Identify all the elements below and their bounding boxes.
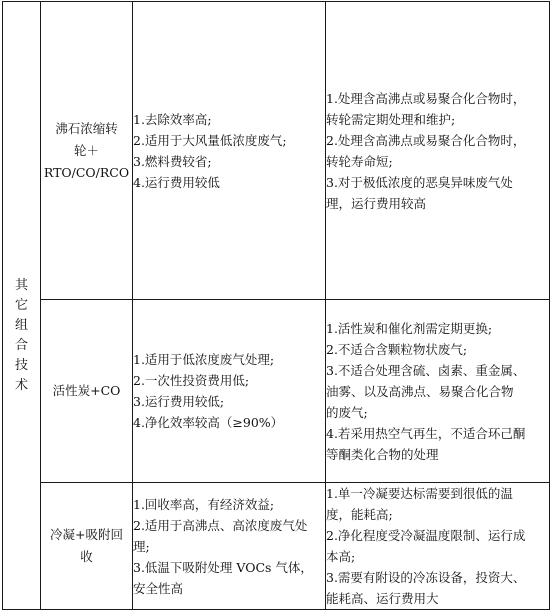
disadvantages-cell	[326, 300, 550, 483]
advantage-item: 2.一次性投资费用低;	[133, 373, 250, 388]
disadvantage-line: 2.处理含高沸点或易聚合化合物时，	[326, 132, 526, 148]
technology-name-line: 沸石浓缩转	[55, 120, 118, 136]
disadvantage-line: 的废气;	[326, 404, 368, 420]
disadvantage-line: 转轮需定期处理和维护;	[326, 111, 456, 127]
advantages-cell	[133, 2, 326, 300]
advantage-item: 1.回收率高，有经济效益;	[133, 496, 275, 512]
table-row	[3, 2, 550, 300]
technology-name-cell	[41, 300, 133, 483]
advantage-item: 理;	[133, 538, 150, 554]
category-label: 其它组合技术	[14, 277, 28, 393]
advantage-item: 4.运行费用较低	[133, 174, 220, 190]
disadvantage-line: 3.对于极低浓度的恶臭异味废气处	[326, 174, 513, 190]
advantage-item: 4.净化效率较高（≥90%）	[133, 415, 284, 430]
advantage-item: 3.运行费用较低;	[133, 394, 225, 409]
disadvantage-line: 油雾、以及高沸点、易聚合化合物	[326, 383, 514, 399]
disadvantage-line: 度，能耗高;	[326, 507, 393, 522]
disadvantages-cell	[326, 2, 550, 300]
technology-name-cell	[41, 483, 133, 610]
advantage-item: 1.适用于低浓度废气处理;	[133, 352, 275, 367]
disadvantage-line: 1.活性炭和催化剂需定期更换;	[326, 320, 493, 336]
disadvantage-line: 理，运行费用较高	[326, 195, 427, 211]
advantages-cell	[133, 483, 326, 610]
advantage-item: 2.适用于高沸点、高浓度废气处	[133, 517, 308, 533]
disadvantage-line: 3.需要有附设的冷冻设备，投资大、	[326, 570, 526, 585]
disadvantages-cell	[326, 483, 550, 610]
technology-name-line: 轮＋	[73, 142, 99, 158]
category-cell	[3, 2, 41, 610]
technology-name-cell	[41, 2, 133, 300]
disadvantage-line: 3.不适合处理含硫、卤素、重金属、	[326, 362, 526, 378]
technology-name-line: 活性炭+CO	[52, 383, 121, 398]
technology-name-line: 冷凝+吸附回	[50, 527, 123, 542]
disadvantage-line: 等酮类化合物的处理	[326, 446, 439, 462]
disadvantage-line: 转轮寿命短;	[326, 153, 393, 169]
disadvantage-line: 本高;	[326, 549, 356, 564]
technology-name-line: 收	[80, 549, 93, 564]
advantage-item: 安全性高	[133, 580, 184, 596]
technology-comparison-table	[2, 1, 550, 610]
disadvantage-line: 1.单一冷凝要达标需要到很低的温	[326, 486, 513, 501]
advantage-item: 2.适用于大风量低浓度废气;	[133, 132, 287, 148]
disadvantage-line: 能耗高、运行费用大	[326, 591, 439, 606]
disadvantage-line: 2.净化程度受冷凝温度限制、运行成	[326, 528, 526, 543]
disadvantage-line: 2.不适合含颗粒物状废气;	[326, 341, 468, 357]
disadvantage-line: 1.处理含高沸点或易聚合化合物时，	[326, 90, 526, 106]
table-row	[3, 300, 550, 483]
table-row	[3, 483, 550, 610]
advantage-item: 3.低温下吸附处理 VOCs 气体，	[133, 559, 313, 575]
advantages-cell	[133, 300, 326, 483]
disadvantage-line: 4.若采用热空气再生，不适合环己酮	[326, 425, 526, 441]
advantage-item: 1.去除效率高;	[133, 111, 212, 127]
advantage-item: 3.燃料费较省;	[133, 153, 212, 169]
technology-name-line: RTO/CO/RCO	[43, 164, 130, 180]
